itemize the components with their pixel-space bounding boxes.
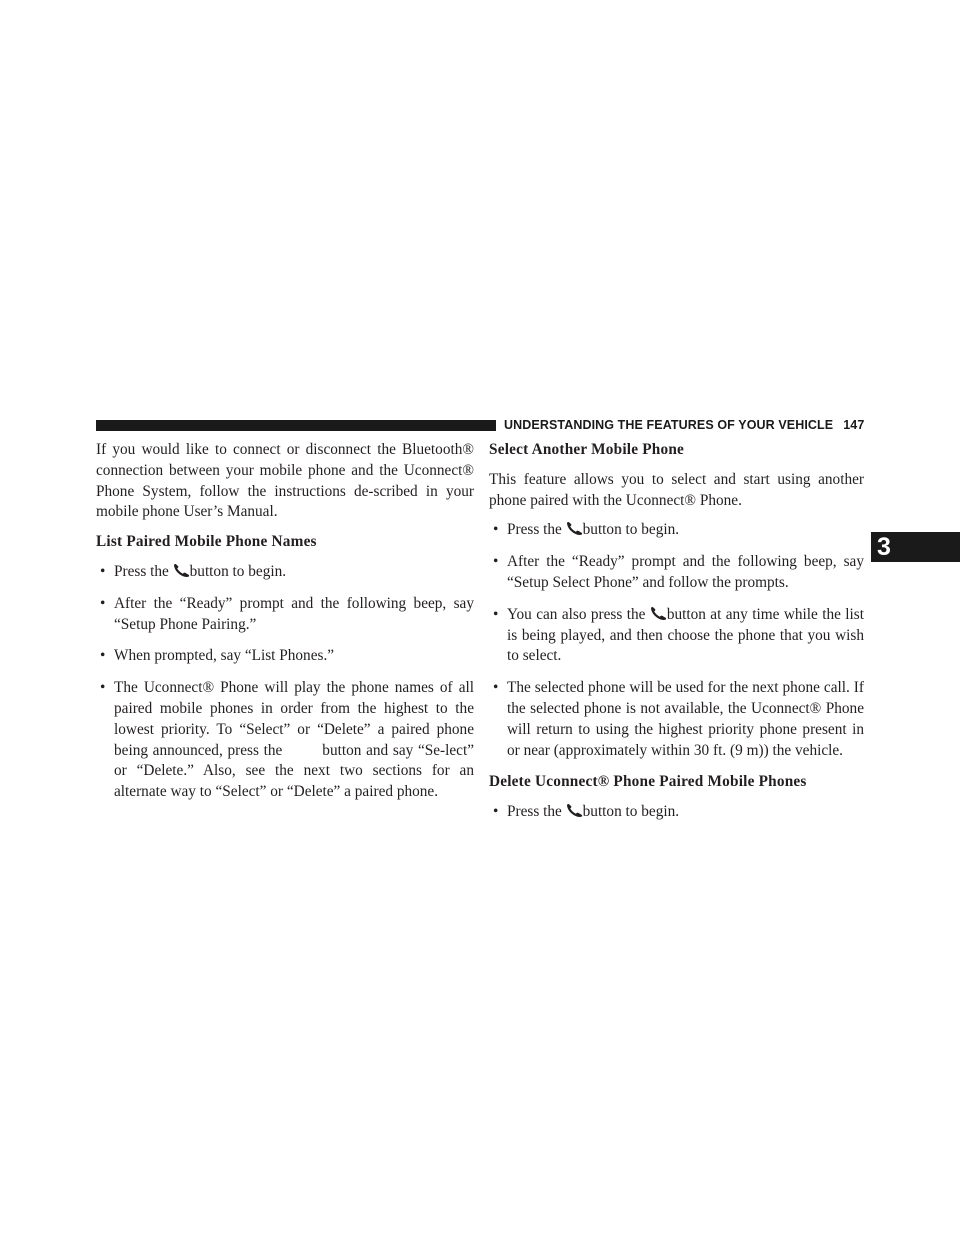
heading-delete-paired-phones: Delete Uconnect® Phone Paired Mobile Phones <box>489 773 807 791</box>
list-item: • When prompted, say “List Phones.” <box>96 646 474 667</box>
left-column <box>96 440 474 814</box>
phone-handset-icon <box>566 521 583 535</box>
bullet-glyph: • <box>493 521 499 539</box>
list-item: • Press the button to begin. <box>489 802 864 823</box>
bullet-glyph: • <box>493 605 499 623</box>
list-item: • After the “Ready” prompt and the following beep, say “Setup Select Phone” and follow the prompts. <box>493 553 864 591</box>
bullet-glyph: • <box>100 594 106 612</box>
section-title: UNDERSTANDING THE FEATURES OF YOUR VEHICLE <box>504 418 834 432</box>
bullet-list-list-phones <box>96 562 474 803</box>
bullet-glyph: • <box>100 562 106 580</box>
bullet-glyph: • <box>493 553 499 571</box>
list-item: • Press the button to begin. <box>489 520 864 541</box>
running-header <box>504 418 864 432</box>
phone-handset-icon <box>173 563 190 577</box>
bullet-glyph: • <box>100 647 106 665</box>
intro-paragraph: If you would like to connect or disconnect the Bluetooth® connection between your mobile phone and the Uconnect® Phone System, follow the instructions de-scribed in your mobile phone User’s Manual. <box>96 441 474 521</box>
chapter-number: 3 <box>877 533 891 561</box>
phone-handset-icon <box>566 803 583 817</box>
phone-handset-icon <box>650 606 667 620</box>
list-item: • The selected phone will be used for the next phone call. If the selected phone is not available, the Uconnect® Phone will return to using the highest priority phone present in or near (approximately within 30 ft. (9 m)) the vehicle. <box>493 679 864 759</box>
list-item: • The Uconnect® Phone will play the phone names of all paired mobile phones in order from the highest to the lowest priority. To “Select” or “Delete” a paired phone being announced, press the button and say “Se-lect” or “Delete.” Also, see the next two sections for an alternate way to “Select” or “Delete” a paired phone. <box>100 679 475 801</box>
list-item: • You can also press the button at any time while the list is being played, and then choose the phone that you wish to select. <box>493 605 864 665</box>
bullet-glyph: • <box>100 679 106 697</box>
select-intro-paragraph: This feature allows you to select and start using another phone paired with the Uconnect® Phone. <box>489 470 864 509</box>
heading-list-paired-phones: List Paired Mobile Phone Names <box>96 533 317 551</box>
bullet-glyph: • <box>493 679 499 697</box>
right-column <box>489 440 864 834</box>
bullet-glyph: • <box>493 803 499 821</box>
chapter-tab <box>871 532 960 562</box>
heading-select-another-phone: Select Another Mobile Phone <box>489 441 685 458</box>
header-rule <box>96 420 496 431</box>
list-item: • After the “Ready” prompt and the following beep, say “Setup Phone Pairing.” <box>100 594 474 633</box>
page-number: 147 <box>843 418 865 432</box>
bullet-list-delete-phones <box>489 802 864 823</box>
bullet-list-select-phone <box>489 520 864 761</box>
list-item: • Press the button to begin. <box>96 562 474 583</box>
